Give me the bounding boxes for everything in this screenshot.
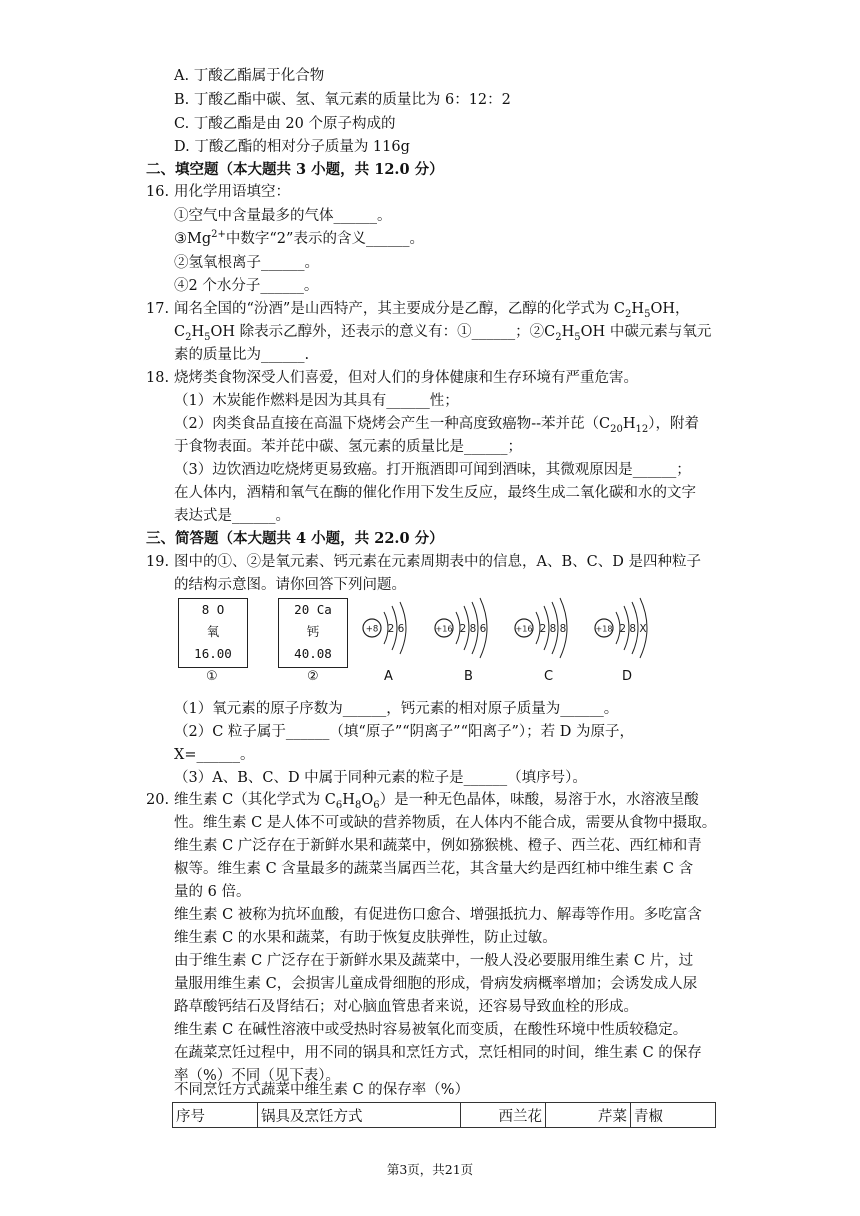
option-b: B. 丁酸乙酯中碳、氢、氧元素的质量比为 6：12：2 (174, 92, 511, 108)
particle-b-diagram (435, 598, 487, 658)
q18-part-2-line-2: 于食物表面。苯并芘中碳、氢元素的质量比是______； (174, 439, 522, 455)
svg-text:+8: +8 (365, 624, 379, 635)
q16-item-3: $③Mg^{2+}$中数字“2”表示的含义______。 (174, 229, 424, 247)
table-header-row (173, 1103, 716, 1128)
q19-part-2-line-2: X=______。 (174, 747, 255, 763)
q19-part-2: （2）C 粒子属于______（填“原子”“阴离子”“阳离子”）；若 D 为原子， (174, 724, 634, 740)
label-2: ② (307, 669, 319, 684)
svg-text:+16: +16 (435, 624, 453, 634)
page-footer: 第3页，共21页 (386, 1162, 474, 1177)
q16-item-1: ①空气中含量最多的气体______。 (174, 208, 392, 224)
svg-text:2 6: 2 6 (387, 623, 405, 635)
q18-part-2: （2）肉类食品直接在高温下烧烤会产生一种高度致癌物--苯并芘$(C_{20}H_{12})$，附着 (174, 416, 699, 435)
oxygen-mass: 16.00 (194, 646, 232, 661)
table-header-cell: 锅具及烹饪方式 (258, 1103, 461, 1128)
label-d: D (622, 669, 633, 684)
calcium-name: 钙 (306, 624, 320, 639)
q16-number: 16. (146, 184, 170, 200)
svg-text:+18: +18 (595, 624, 613, 634)
particle-d-diagram (595, 598, 647, 658)
oxygen-name: 氧 (206, 624, 220, 639)
q16-item-2: ②氢氧根离子______。 (174, 255, 319, 271)
q18-part-3-line-3: 表达式是______。 (174, 508, 290, 524)
q20-table-caption: 不同烹饪方式蔬菜中维生素 C 的保存率（%） (174, 1082, 470, 1098)
option-a: A. 丁酸乙酯属于化合物 (174, 68, 325, 84)
q20-line-11: 维生素 C 在碱性溶液中或受热时容易被氧化而变质，在酸性环境中性质较稳定。 (174, 1022, 688, 1038)
table-header-cell: 序号 (173, 1103, 258, 1128)
q17-line-1: 闻名全国的“汾酒”是山西特产，其主要成分是乙醇，乙醇的化学式为 $C_2H_5OH$， (174, 301, 690, 320)
q20-line-8: 由于维生素 C 广泛存在于新鲜水果及蔬菜中，一般人没必要服用维生素 C 片，过 (174, 953, 694, 969)
label-b: B (464, 669, 473, 684)
section-3-title: 三、简答题（本大题共 4 小题，共 22.0 分） (146, 530, 444, 547)
svg-text:+16: +16 (515, 624, 533, 634)
option-c: C. 丁酸乙酯是由 20 个原子构成的 (174, 116, 396, 132)
label-1: ① (206, 669, 218, 684)
q19-part-3: （3）A、B、C、D 中属于同种元素的粒子是______（填序号）。 (174, 770, 587, 786)
q19-part-1: （1）氧元素的原子序数为______，钙元素的相对原子质量为______。 (174, 701, 619, 717)
particle-c-diagram (515, 598, 567, 658)
q19-figure (176, 594, 662, 686)
q16-stem: 用化学用语填空： (174, 184, 290, 200)
q20-line-4: 椒等。维生素 C 含量最多的蔬菜当属西兰花，其含量大约是西红柿中维生素 C 含 (174, 861, 694, 877)
table-header-cell: 芹菜 (546, 1103, 631, 1128)
option-d: D. 丁酸乙酯的相对分子质量为 116g (174, 139, 410, 155)
q17-line-2: $C_2H_5OH$ 除表示乙醇外，还表示的意义有：①______；$②C_2H_5OH$ 中碳元素与氧元 (174, 324, 712, 343)
q18-part-3: （3）边饮酒边吃烧烤更易致癌。打开瓶酒即可闻到酒味，其微观原因是______； (174, 462, 691, 478)
q17-number: 17. (146, 301, 170, 317)
table-header-cell: 西兰花 (461, 1103, 546, 1128)
vitamin-c-table (172, 1102, 716, 1128)
table-header-cell: 青椒 (631, 1103, 716, 1128)
label-a: A (384, 669, 393, 684)
q20-line-7: 维生素 C 的水果和蔬菜，有助于恢复皮肤弹性，防止过敏。 (174, 930, 557, 946)
q20-line-13: 率（%）不同（见下表）。 (174, 1068, 341, 1084)
q20-line-2: 性。维生素 C 是人体不可或缺的营养物质，在人体内不能合成，需要从食物中摄取。 (174, 815, 717, 831)
q20-line-10: 路草酸钙结石及肾结石；对心脑血管患者来说，还容易导致血栓的形成。 (174, 999, 638, 1015)
q20-line-9: 量服用维生素 C，会损害儿童成骨细胞的形成，骨病发病概率增加；会诱发成人尿 (174, 976, 698, 992)
q20-line-3: 维生素 C 广泛存在于新鲜水果和蔬菜中，例如猕猴桃、橙子、西兰花、西红柿和青 (174, 838, 702, 854)
label-c: C (544, 669, 554, 684)
q20-line-1: 维生素 C（其化学式为 $C_6H_8O_6$）是一种无色晶体，味酸，易溶于水，水溶液呈酸 (174, 792, 699, 811)
q18-part-1: （1）木炭能作燃料是因为其具有______性； (174, 393, 459, 409)
atom-diagrams (176, 594, 662, 686)
q19-line-2: 的结构示意图。请你回答下列问题。 (174, 577, 406, 593)
q17-line-3: 素的质量比为______. (174, 347, 310, 363)
oxygen-number: 8 O (201, 602, 225, 617)
q18-part-3-line-2: 在人体内，酒精和氧气在酶的催化作用下发生反应，最终生成二氧化碳和水的文字 (174, 485, 696, 501)
calcium-number: 20 Ca (294, 602, 332, 617)
q20-line-5: 量的 6 倍。 (174, 884, 251, 900)
calcium-mass: 40.08 (294, 646, 332, 661)
svg-text:2 8 6: 2 8 6 (459, 623, 487, 635)
svg-text:2 8 X: 2 8 X (619, 623, 647, 635)
q16-item-4: ④2 个水分子______。 (174, 278, 319, 294)
section-2-title: 二、填空题（本大题共 3 小题，共 12.0 分） (146, 161, 444, 178)
svg-text:2 8 8: 2 8 8 (539, 623, 567, 635)
q19-line-1: 图中的①、②是氧元素、钙元素在元素周期表中的信息，A、B、C、D 是四种粒子 (174, 554, 701, 570)
q20-number: 20. (146, 792, 170, 808)
particle-a-diagram (363, 602, 406, 654)
q20-line-6: 维生素 C 被称为抗坏血酸，有促进伤口愈合、增强抵抗力、解毒等作用。多吃富含 (174, 907, 702, 923)
q20-line-12: 在蔬菜烹饪过程中，用不同的锅具和烹饪方式，烹饪相同的时间，维生素 C 的保存 (174, 1045, 702, 1061)
q19-number: 19. (146, 554, 170, 570)
q18-number: 18. (146, 370, 170, 386)
q18-stem: 烧烤类食物深受人们喜爱，但对人们的身体健康和生存环境有严重危害。 (174, 370, 638, 386)
